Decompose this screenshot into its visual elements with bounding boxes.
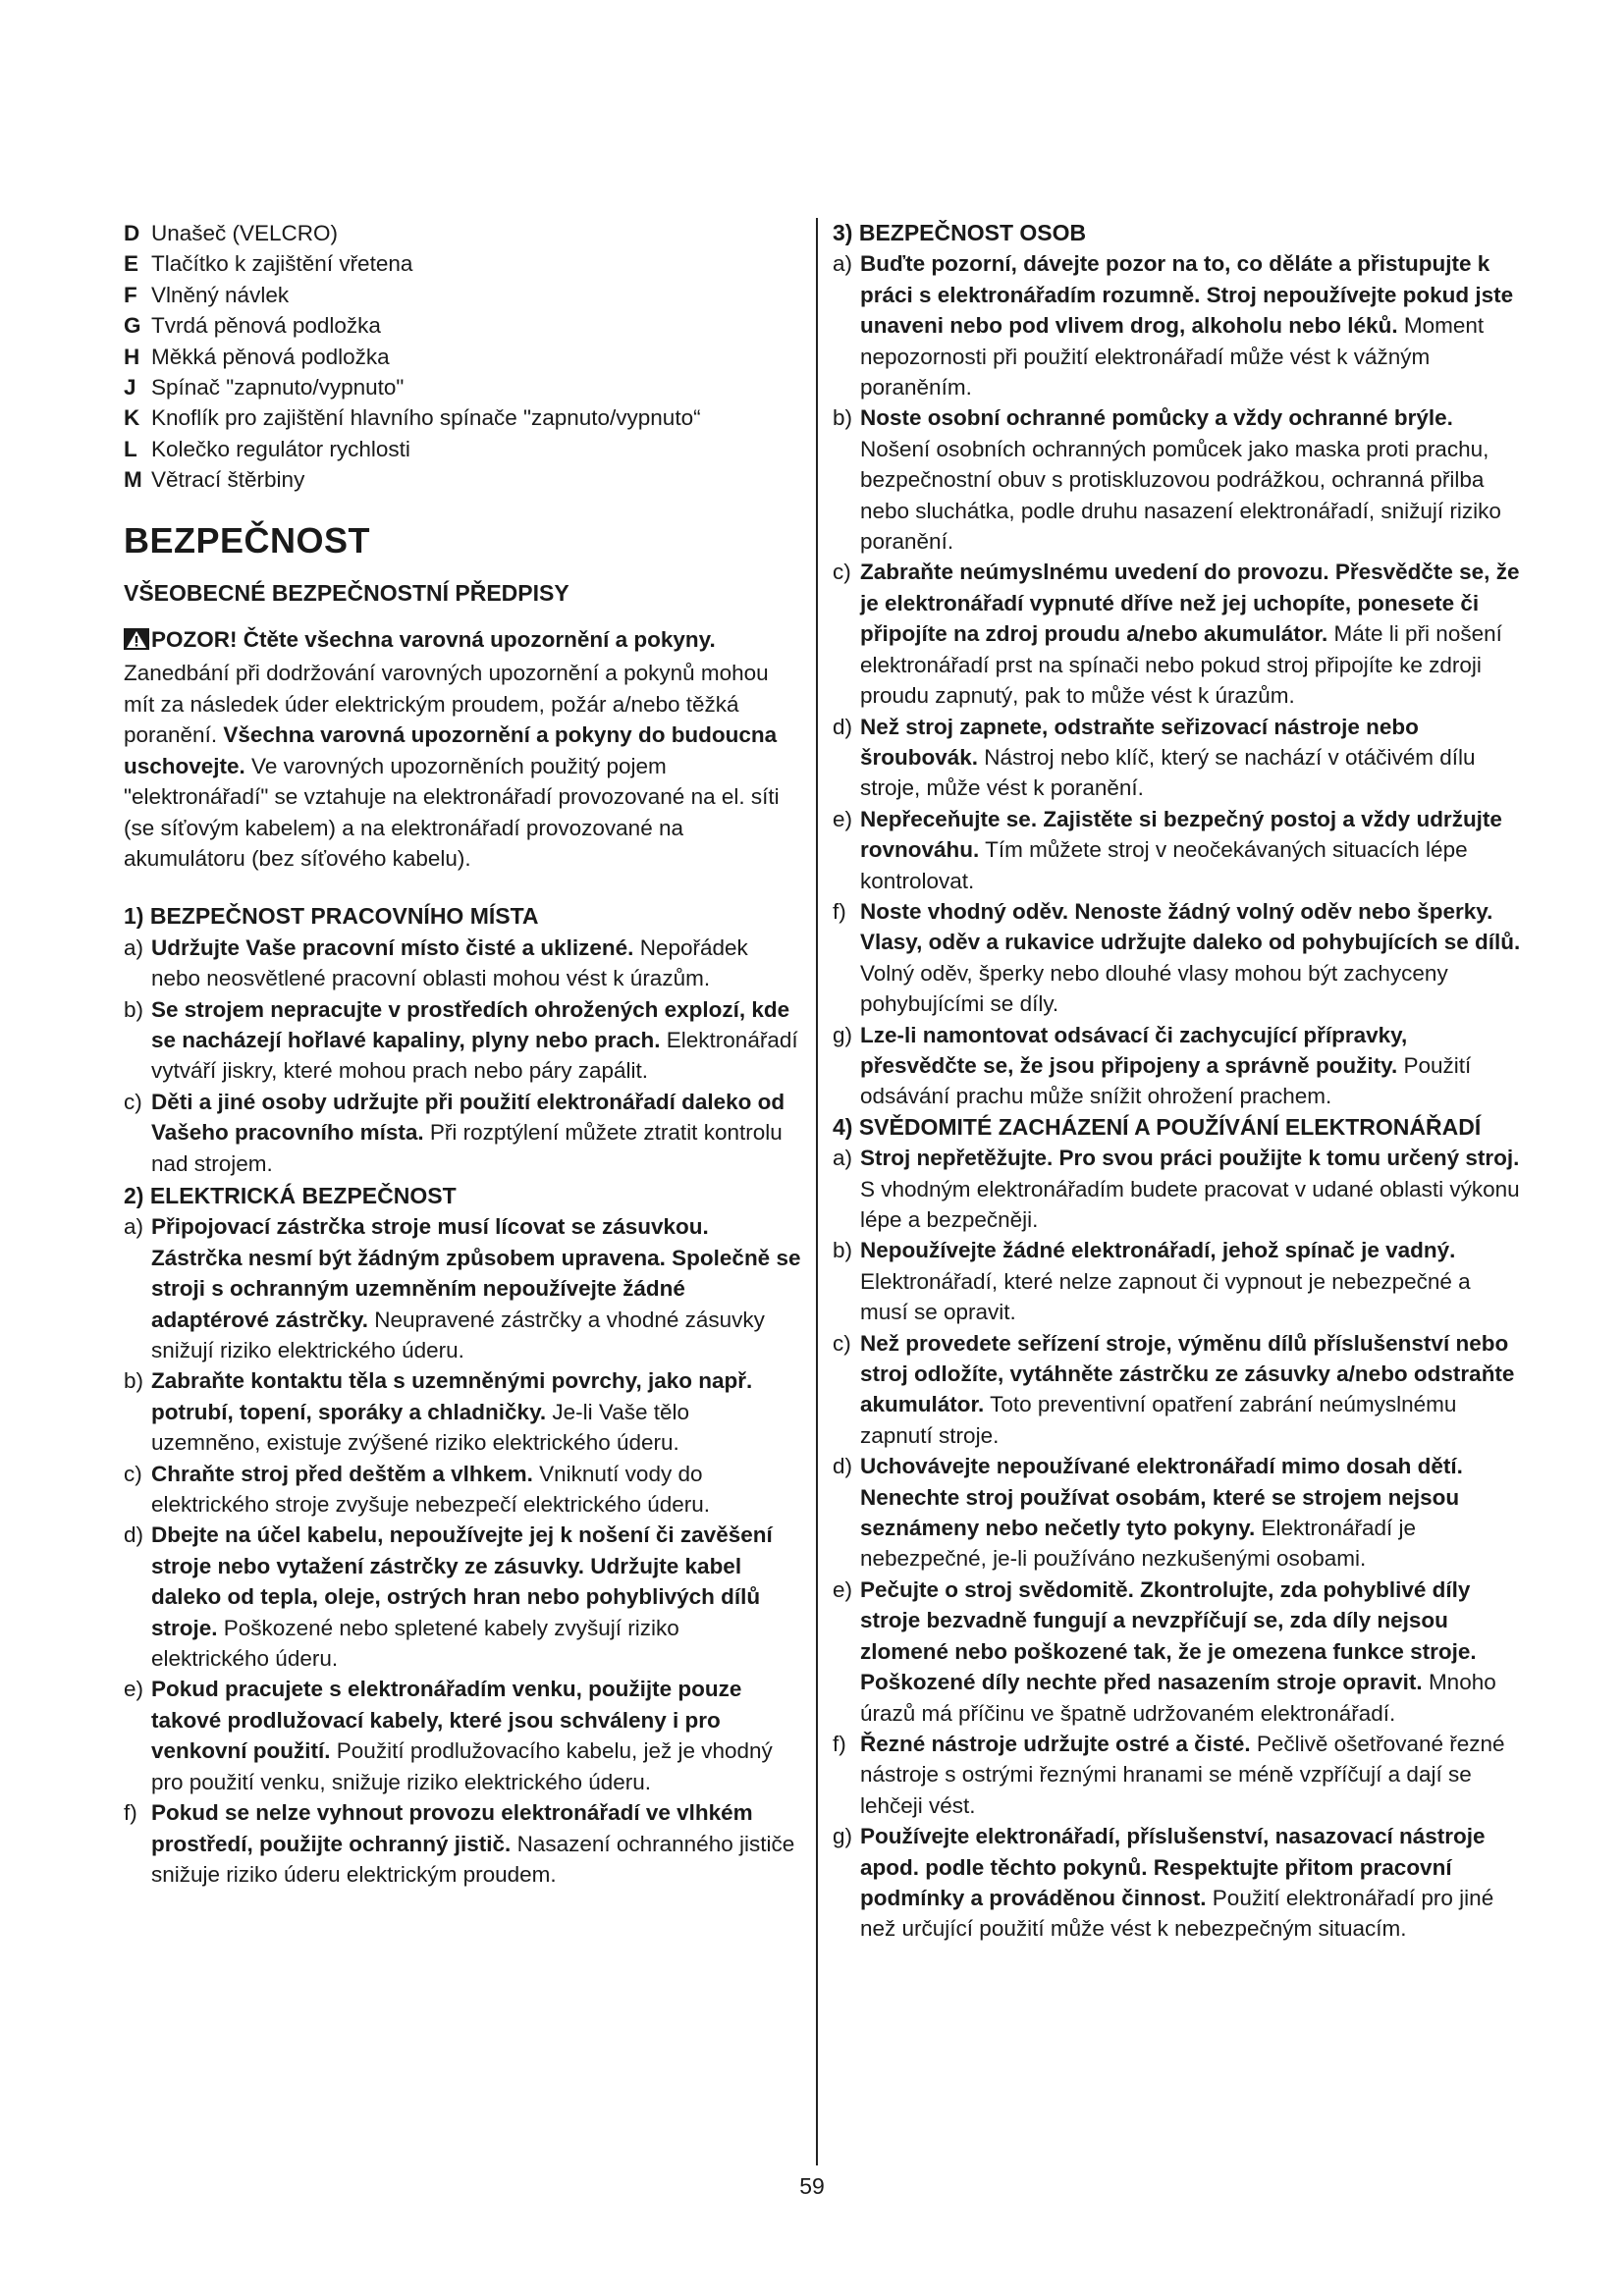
list-item: d) Než stroj zapnete, odstraňte seřizovací nástroje nebo šroubovák. Nástroj nebo klíč, který se nachází v otáčivém dílu stroje, může vést k poranění. (833, 714, 1476, 801)
list-item: b) Zabraňte kontaktu těla s uzemněnými povrchy, jako např. potrubí, topení, sporáky a chladničky. Je-li Vaše tělo uzemněno, existuje zvýšené riziko elektrického úderu. (124, 1368, 753, 1456)
list-item: a) Připojovací zástrčka stroje musí lícovat se zásuvkou. Zástrčka nesmí být žádným způsobem upravena. Společně se stroji s ochranným uzemněním nepoužívejte žádné adaptérové zástrčky. Neupravené zástrčky a vhodné zásuvky snižují riziko elektrického úderu. (124, 1214, 801, 1362)
part-item: H Měkká pěnová podložka (124, 344, 390, 369)
section-title: 2) ELEKTRICKÁ BEZPEČNOST (124, 1182, 457, 1208)
part-item: M Větrací štěrbiny (124, 467, 305, 493)
list-item: d) Dbejte na účel kabelu, nepoužívejte jej k nošení či zavěšení stroje nebo vytažení zástrčky ze zásuvky. Udržujte kabel daleko od tepla, oleje, ostrých hran nebo pohyblivých dílů stroje. Poškozené nebo spletené kabely zvyšují riziko elektrického úderu. (124, 1522, 773, 1672)
part-item: E Tlačítko k zajištění vřetena (124, 251, 413, 277)
list-item: b) Se strojem nepracujte v prostředích ohrožených explozí, kde se nacházejí hořlavé kapaliny, plyny nebo prach. Elektronářadí vytváří jiskry, které mohou prach nebo páry zapálit. (124, 996, 798, 1084)
general-safety-heading: VŠEOBECNÉ BEZPEČNOSTNÍ PŘEDPISY (124, 579, 569, 606)
list-item: a) Buďte pozorní, dávejte pozor na to, co děláte a přistupujte k práci s elektronářadím rozumně. Stroj nepoužívejte pokud jste unaveni nebo pod vlivem drog, alkoholu nebo léků. Moment nepozornosti při použití elektronářadí může vést k vážným poraněním. (833, 251, 1514, 400)
warning-triangle-icon (124, 627, 149, 658)
list-item: a) Stroj nepřetěžujte. Pro svou práci použijte k tomu určený stroj. S vhodným elektronářadím budete pracovat v udané oblasti výkonu lépe a bezpečněji. (833, 1146, 1520, 1232)
part-item: L Kolečko regulátor rychlosti (124, 436, 410, 461)
parts-list (124, 218, 801, 496)
left-column (124, 218, 801, 1890)
list-item: a) Udržujte Vaše pracovní místo čisté a uklizené. Nepořádek nebo neosvětlené pracovní oblasti mohou vést k úrazům. (124, 934, 748, 991)
section-title: 1) BEZPEČNOST PRACOVNÍHO MÍSTA (124, 903, 539, 930)
section-heading: BEZPEČNOST (124, 519, 371, 561)
safety-intro: POZOR! Čtěte všechna varovná upozornění a pokyny. Zanedbání při dodržování varovných upozornění a pokynů mohou mít za následek úder elektrickým proudem, požár a/nebo těžká poranění. Všechna varovná upozornění a pokyny do budoucna uschovejte. Ve varovných upozorněních použitý pojem "elektronářadí" se vztahuje na elektronářadí provozované na el. síti (se síťovým kabelem) a na elektronářadí provozované na akumulátoru (bez síťového kabelu). (124, 627, 780, 871)
part-item: D Unašeč (VELCRO) (124, 221, 339, 245)
section-title: 4) SVĚDOMITÉ ZACHÁZENÍ A POUŽÍVÁNÍ ELEKTRONÁŘADÍ (833, 1113, 1482, 1140)
list-item: b) Noste osobní ochranné pomůcky a vždy ochranné brýle. Nošení osobních ochranných pomůcek jako maska proti prachu, bezpečnostní obuv s protiskluzovou podrážkou, ochranná přilba nebo sluchátka, podle druhu nasazení elektronářadí, snižují riziko poranění. (833, 405, 1501, 555)
list-item: g) Lze-li namontovat odsávací či zachycující přípravky, přesvědčte se, že jsou připojeny a správně použity. Použití odsávání prachu může snížit ohrožení prachem. (833, 1022, 1472, 1109)
list-item: f) Noste vhodný oděv. Nenoste žádný volný oděv nebo šperky. Vlasy, oděv a rukavice udržujte daleko od pohybujících se dílů. Volný oděv, šperky nebo dlouhé vlasy mohou být zachyceny pohybujícími se díly. (833, 898, 1521, 1017)
list-item: e) Pečujte o stroj svědomitě. Zkontrolujte, zda pohyblivé díly stroje bezvadně fungují a nevzpříčují se, zda díly nejsou zlomené nebo poškozené tak, že je omezena funkce stroje. Poškozené díly nechte před nasazením stroje opravit. Mnoho úrazů má příčinu ve špatně udržovaném elektronářadí. (833, 1576, 1496, 1726)
page-number: 59 (799, 2173, 825, 2199)
part-item: F Vlněný návlek (124, 282, 290, 307)
column-divider (816, 218, 818, 2165)
list-item: c) Chraňte stroj před deštěm a vlhkem. Vniknutí vody do elektrického stroje zvyšuje nebezpečí elektrického úderu. (124, 1461, 711, 1518)
part-item: J Spínač "zapnuto/vypnuto" (124, 375, 405, 400)
list-item: f) Řezné nástroje udržujte ostré a čisté. Pečlivě ošetřované řezné nástroje s ostrými řeznými hranami se méně vzpříčují a dají se lehčeji vést. (833, 1731, 1505, 1818)
list-item: c) Děti a jiné osoby udržujte při použití elektronářadí daleko od Vašeho pracovního místa. Při rozptýlení můžete ztratit kontrolu nad strojem. (124, 1089, 785, 1176)
part-item: G Tvrdá pěnová podložka (124, 313, 381, 339)
section-title: 3) BEZPEČNOST OSOB (833, 220, 1087, 245)
list-item: c) Zabraňte neúmyslnému uvedení do provozu. Přesvědčte se, že je elektronářadí vypnuté dříve než jej uchopíte, ponesete či připojíte na zdroj proudu a/nebo akumulátor. Máte li při nošení elektronářadí prst na spínači nebo pokud stroj připojíte ke zdroji proudu zapnutý, pak to může vést k úrazům. (833, 560, 1520, 709)
list-item: e) Pokud pracujete s elektronářadím venku, použijte pouze takové prodlužovací kabely, které jsou schváleny i pro venkovní použití. Použití prodlužovacího kabelu, jež je vhodný pro použití venku, snižuje riziko elektrického úderu. (124, 1677, 773, 1794)
list-item: g) Používejte elektronářadí, příslušenství, nasazovací nástroje apod. podle těchto pokynů. Respektujte přitom pracovní podmínky a prováděnou činnost. Použití elektronářadí pro jiné než určující použití může vést k nebezpečným situacím. (833, 1824, 1494, 1942)
list-item: c) Než provedete seřízení stroje, výměnu dílů příslušenství nebo stroj odložíte, vytáhněte zástrčku ze zásuvky a/nebo odstraňte akumulátor. Toto preventivní opatření zabrání neúmyslnému zapnutí stroje. (833, 1330, 1515, 1448)
list-item: d) Uchovávejte nepoužívané elektronářadí mimo dosah dětí. Nenechte stroj používat osobám, které se strojem nejsou seznámeny nebo nečetly tyto pokyny. Elektronářadí je nebezpečné, je-li používáno nezkušenými osobami. (833, 1454, 1463, 1572)
part-item: K Knoflík pro zajištění hlavního spínače "zapnuto/vypnuto“ (124, 405, 701, 431)
list-item: f) Pokud se nelze vyhnout provozu elektronářadí ve vlhkém prostředí, použijte ochranný jistič. Nasazení ochranného jističe snižuje riziko úderu elektrickým proudem. (124, 1800, 795, 1887)
list-item: e) Nepřeceňujte se. Zajistěte si bezpečný postoj a vždy udržujte rovnováhu. Tím můžete stroj v neočekávaných situacích lépe kontrolovat. (833, 806, 1502, 893)
list-item: b) Nepoužívejte žádné elektronářadí, jehož spínač je vadný. Elektronářadí, které nelze zapnout či vypnout je nebezpečné a musí se opravit. (833, 1238, 1471, 1325)
right-column (833, 218, 1522, 1945)
